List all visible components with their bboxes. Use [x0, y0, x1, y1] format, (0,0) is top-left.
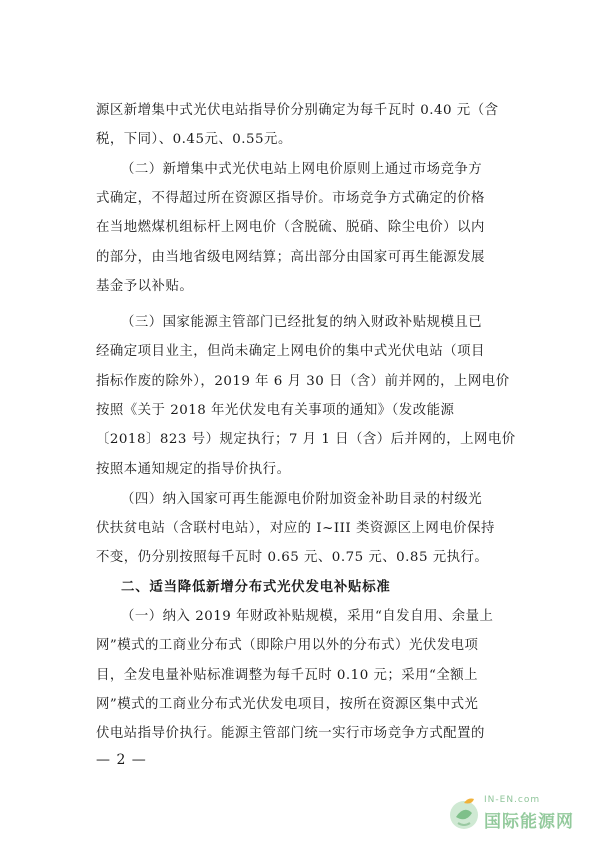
page-number: — 2 — [96, 752, 147, 768]
text-line: 在当地燃煤机组标杆上网电价（含脱硫、脱硝、除尘电价）以内 [96, 220, 485, 235]
text-line: 经确定项目业主，但尚未确定上网电价的集中式光伏电站（项目 [96, 344, 485, 359]
text-line: 伏电站指导价执行。能源主管部门统一实行市场竞争方式配置的 [96, 726, 485, 741]
paragraph-start: （四）纳入国家可再生能源电价附加资金补助目录的村级光 [121, 492, 483, 507]
text-line: 不变，仍分别按照每千瓦时 0.65 元、0.75 元、0.85 元执行。 [96, 550, 489, 565]
section-heading: 二、适当降低新增分布式光伏发电补贴标准 [121, 580, 391, 595]
text-line: 目，全发电量补贴标准调整为每千瓦时 0.10 元；采用“全额上 [96, 668, 479, 683]
text-line: 指标作废的除外），2019 年 6 月 30 日（含）前并网的，上网电价 [96, 374, 510, 389]
text-line: 按照《关于 2018 年光伏发电有关事项的通知》（发改能源 [96, 403, 455, 418]
text-line: 源区新增集中式光伏电站指导价分别确定为每千瓦时 0.40 元（含 [96, 103, 499, 118]
text-line: 伏扶贫电站（含联村电站），对应的 I~III 类资源区上网电价保持 [96, 521, 495, 536]
text-line: 按照本通知规定的指导价执行。 [96, 462, 291, 477]
text-line: 的部分，由当地省级电网结算；高出部分由国家可再生能源发展 [96, 250, 485, 265]
text-line: 基金予以补贴。 [96, 279, 194, 294]
text-line: 式确定，不得超过所在资源区指导价。市场竞争方式确定的价格 [96, 191, 485, 206]
text-line: 税，下同）、0.45元、0.55元。 [96, 132, 292, 147]
watermark-site: IN-EN.com [484, 795, 541, 805]
paragraph-start: （二）新增集中式光伏电站上网电价原则上通过市场竞争方 [121, 162, 483, 177]
watermark-name: 国际能源网 [484, 812, 574, 832]
paragraph-start: （一）纳入 2019 年财政补贴规模，采用“自发自用、余量上 [121, 609, 494, 624]
site-watermark [444, 789, 594, 839]
text-line: 网”模式的工商业分布式光伏发电项目，按所在资源区集中式光 [96, 697, 479, 712]
text-line: 网”模式的工商业分布式（即除户用以外的分布式）光伏发电项 [96, 638, 479, 653]
paragraph-start: （三）国家能源主管部门已经批复的纳入财政补贴规模且已 [121, 315, 483, 330]
globe-logo-icon [444, 793, 484, 833]
text-line: 〔2018〕823 号）规定执行；7 月 1 日（含）后并网的，上网电价 [96, 432, 516, 447]
